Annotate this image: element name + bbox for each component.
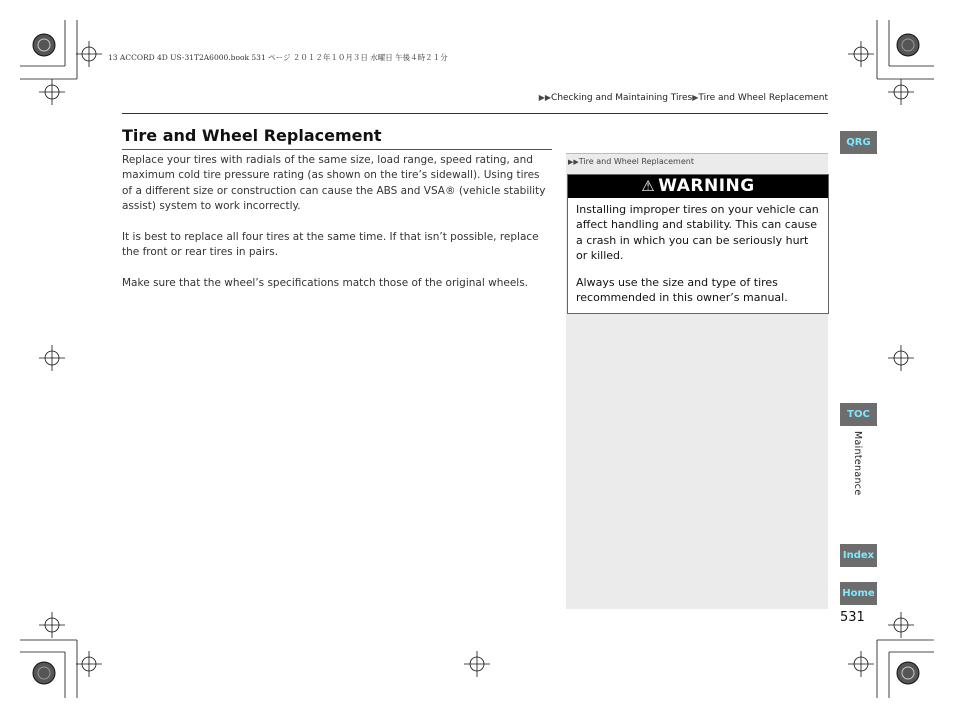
qrg-tab-button[interactable]: QRG — [840, 131, 877, 154]
warning-box — [567, 174, 829, 314]
warning-paragraph: Always use the size and type of tires recommended in this owner’s manual. — [576, 275, 788, 305]
breadcrumb-item-current: Tire and Wheel Replacement — [698, 93, 828, 103]
sidebar-notes — [566, 153, 828, 609]
warning-triangle-icon: ⚠ — [641, 177, 656, 195]
breadcrumb-arrow-icon: ▶▶ — [538, 93, 552, 102]
breadcrumb-arrow-icon: ▶ — [692, 93, 699, 102]
breadcrumb — [539, 93, 828, 103]
warning-body — [568, 198, 828, 305]
link-arrow-icon: ▶▶ — [568, 158, 579, 166]
page-number: 531 — [840, 610, 865, 625]
page-title: Tire and Wheel Replacement — [122, 126, 382, 145]
sidebar-heading-label: Tire and Wheel Replacement — [578, 157, 694, 166]
breadcrumb-item-checking-tires[interactable]: Checking and Maintaining Tires — [551, 93, 693, 103]
index-tab-button[interactable]: Index — [840, 544, 877, 567]
body-paragraph: Replace your tires with radials of the same size, load range, speed rating, and maximum cold tire pressure rating (as shown on the tire’s sidewall). Using tires of a different size or construction can cause the ABS and VSA® (vehicle stability assist) system to work incorrectly. — [122, 154, 546, 213]
body-paragraph: It is best to replace all four tires at the same time. If that isn’t possible, replace the front or rear tires in pairs. — [122, 231, 539, 259]
section-body — [122, 153, 552, 307]
header-rule — [122, 113, 828, 114]
warning-paragraph: Installing improper tires on your vehicle can affect handling and stability. This can cause a crash in which you can be seriously hurt or killed. — [576, 203, 819, 263]
home-tab-button[interactable]: Home — [840, 582, 877, 605]
warning-title: WARNING — [658, 176, 755, 196]
sidebar-heading[interactable] — [566, 153, 828, 171]
toc-tab-button[interactable]: TOC — [840, 403, 877, 426]
print-header: 13 ACCORD 4D US-31T2A6000.book 531 ページ ２０１２年１０月３日 水曜日 午後４時２１分 — [108, 53, 448, 62]
title-rule — [122, 149, 552, 150]
chapter-label: Maintenance — [852, 431, 863, 496]
warning-header — [568, 175, 828, 198]
body-paragraph: Make sure that the wheel’s specifications match those of the original wheels. — [122, 277, 528, 290]
